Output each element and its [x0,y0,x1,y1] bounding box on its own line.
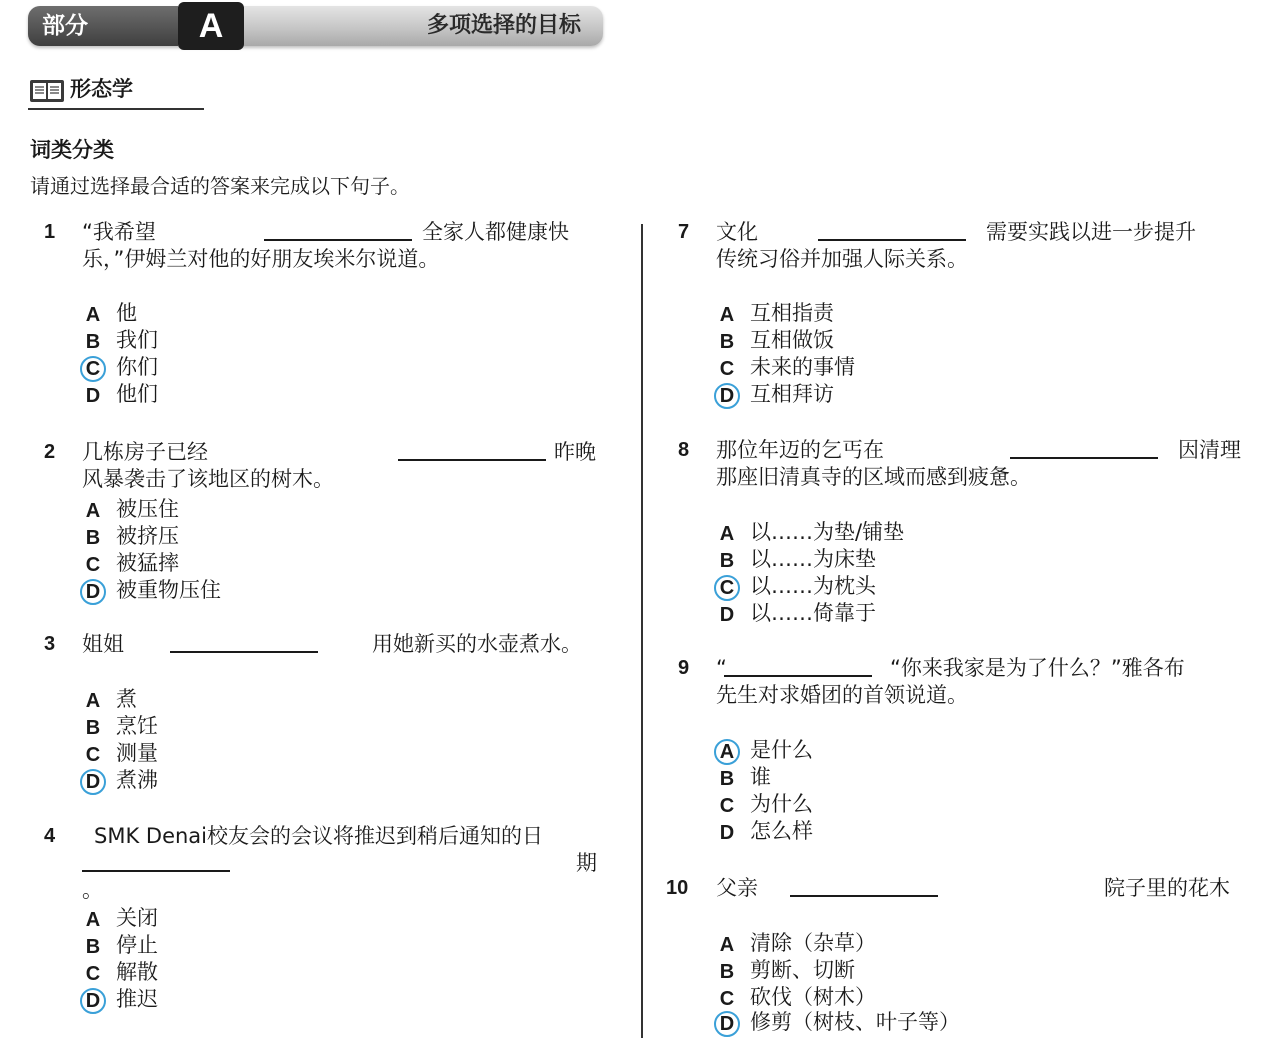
option-letter: D [714,383,740,409]
option-text: 以……为枕头 [750,574,876,598]
option[interactable] [716,300,834,327]
option[interactable] [82,767,158,795]
option[interactable] [82,932,158,959]
option-text: 我们 [116,328,158,352]
option-letter: C [719,795,735,817]
option-text: 被压住 [116,497,179,521]
option[interactable] [716,354,855,381]
answer-blank [1010,457,1158,459]
option-letter: D [714,1011,740,1037]
question-number: 9 [678,657,690,679]
option-text: 怎么样 [750,819,813,843]
option-letter: B [85,717,101,739]
answer-blank [264,239,412,241]
option-text: 他们 [116,382,158,406]
option-letter: D [80,769,106,795]
question-text: “你来我家是为了什么？”雅各布 [890,656,1185,680]
option[interactable] [82,959,158,986]
option-text: 互相拜访 [750,382,834,406]
answer-blank [170,651,318,653]
option-text: 为什么 [750,792,813,816]
option[interactable] [716,791,813,818]
option-letter: C [719,988,735,1010]
option[interactable] [82,713,158,740]
option[interactable] [82,354,158,382]
question-7 [678,218,1258,418]
question-text: 姐姐 [82,632,124,656]
option-letter: A [85,909,101,931]
question-2 [44,438,614,608]
option[interactable] [82,686,137,713]
option-text: 修剪（树枝、叶子等） [750,1010,960,1034]
option-letter: B [719,550,735,572]
question-text: 那位年迈的乞丐在 [716,438,884,462]
section-heading [28,74,204,110]
option-letter: D [80,579,106,605]
question-text: 因清理 [1178,438,1241,462]
question-number: 8 [678,439,690,461]
question-text: 父亲 [716,876,758,900]
option[interactable] [716,737,813,765]
option-letter: A [714,739,740,765]
question-text: 那座旧清真寺的区域而感到疲惫。 [716,465,1031,489]
question-number: 2 [44,441,56,463]
option[interactable] [716,600,876,627]
option-letter: A [719,523,735,545]
question-1 [44,218,614,418]
option-letter: B [719,961,735,983]
answer-blank [818,239,966,241]
option[interactable] [82,986,158,1014]
exercise-instruction: 请通过选择最合适的答案来完成以下句子。 [30,174,410,198]
question-text: 。 [82,878,103,902]
answer-blank [398,459,546,461]
option-text: 被挤压 [116,524,179,548]
option[interactable] [82,381,158,408]
option-letter: C [719,358,735,380]
column-divider [641,224,643,1038]
option-text: 被猛摔 [116,551,179,575]
exercise-subtitle: 词类分类 [30,138,114,162]
section-label: 形态学 [70,77,133,101]
option-letter: C [714,575,740,601]
option[interactable] [716,381,834,409]
question-number: 7 [678,221,690,243]
question-text: 传统习俗并加强人际关系。 [716,247,968,271]
question-text: 昨晚 [554,440,596,464]
option-letter: A [85,500,101,522]
option-text: 谁 [750,765,771,789]
option-text: 以……为垫/铺垫 [750,520,905,544]
option-letter: A [85,304,101,326]
question-text: 文化 [716,220,758,244]
option[interactable] [716,957,855,984]
option-text: 推迟 [116,987,158,1011]
option-letter: A [85,690,101,712]
option-letter: B [85,527,101,549]
question-text: 需要实践以进一步提升 [986,220,1196,244]
option-letter: B [719,768,735,790]
option[interactable] [82,905,158,932]
option[interactable] [82,523,179,550]
option[interactable] [716,546,876,573]
option-letter: D [719,822,735,844]
question-number: 1 [44,221,56,243]
question-text: 乐，”伊姆兰对他的好朋友埃米尔说道。 [82,247,440,271]
option-text: 你们 [116,355,158,379]
option-text: 煮 [116,687,137,711]
question-text: 院子里的花木 [1104,876,1230,900]
part-label: 部分 [28,6,178,46]
question-text: 用她新买的水壶煮水。 [372,632,582,656]
option[interactable] [716,764,771,791]
option-text: 停止 [116,933,158,957]
answer-blank [724,675,872,677]
question-text: “我希望 [82,220,156,244]
question-4 [44,822,619,1022]
part-letter: A [178,2,244,50]
option-letter: B [85,936,101,958]
option[interactable] [82,550,179,577]
option-letter: C [80,356,106,382]
question-text: 期 [576,851,597,875]
question-9 [678,654,1258,854]
question-number: 10 [666,877,689,899]
question-text: 先生对求婚团的首领说道。 [716,683,968,707]
option-text: 关闭 [116,906,158,930]
answer-blank [790,895,938,897]
option-text: 清除（杂草） [750,931,876,955]
option[interactable] [82,740,158,767]
option[interactable] [82,577,221,605]
part-title: 多项选择的目标 [426,13,581,38]
question-8 [678,436,1258,636]
question-number: 3 [44,633,56,655]
option-text: 烹饪 [116,714,158,738]
option-text: 互相指责 [750,301,834,325]
option-letter: C [85,744,101,766]
option[interactable] [82,496,179,523]
question-number: 4 [44,825,56,847]
option-text: 解散 [116,960,158,984]
option-text: 互相做饭 [750,328,834,352]
option[interactable] [716,573,876,601]
option[interactable] [716,519,904,546]
option-letter: D [719,604,735,626]
option-text: 煮沸 [116,768,158,792]
option[interactable] [716,327,834,354]
option-letter: D [85,385,101,407]
option[interactable] [716,930,876,957]
option-text: 他 [116,301,137,325]
part-header-banner [28,6,603,46]
option-letter: C [85,963,101,985]
option-text: 测量 [116,741,158,765]
option[interactable] [82,327,158,354]
question-10 [666,874,1258,1038]
option-text: 以……为床垫 [750,547,876,571]
option[interactable] [716,818,813,845]
book-icon [30,80,64,102]
option-text: 是什么 [750,738,813,762]
option-letter: A [719,304,735,326]
option-letter: B [719,331,735,353]
answer-blank [82,870,230,872]
option[interactable] [716,1009,960,1037]
question-text: 风暴袭击了该地区的树木。 [82,467,334,491]
option-text: 以……倚靠于 [750,601,876,625]
question-text: “ [716,656,727,680]
option-text: 剪断、切断 [750,958,855,982]
question-text: 几栋房子已经 [82,440,208,464]
option-text: 被重物压住 [116,578,221,602]
question-text: SMK Denai校友会的会议将推迟到稍后通知的日 [94,824,543,848]
option[interactable] [716,984,876,1011]
option[interactable] [82,300,137,327]
option-letter: A [719,934,735,956]
option-letter: C [85,554,101,576]
question-text: 全家人都健康快 [422,220,569,244]
option-letter: D [80,988,106,1014]
option-text: 未来的事情 [750,355,855,379]
option-letter: B [85,331,101,353]
question-3 [44,630,614,800]
option-text: 砍伐（树木） [750,985,876,1009]
